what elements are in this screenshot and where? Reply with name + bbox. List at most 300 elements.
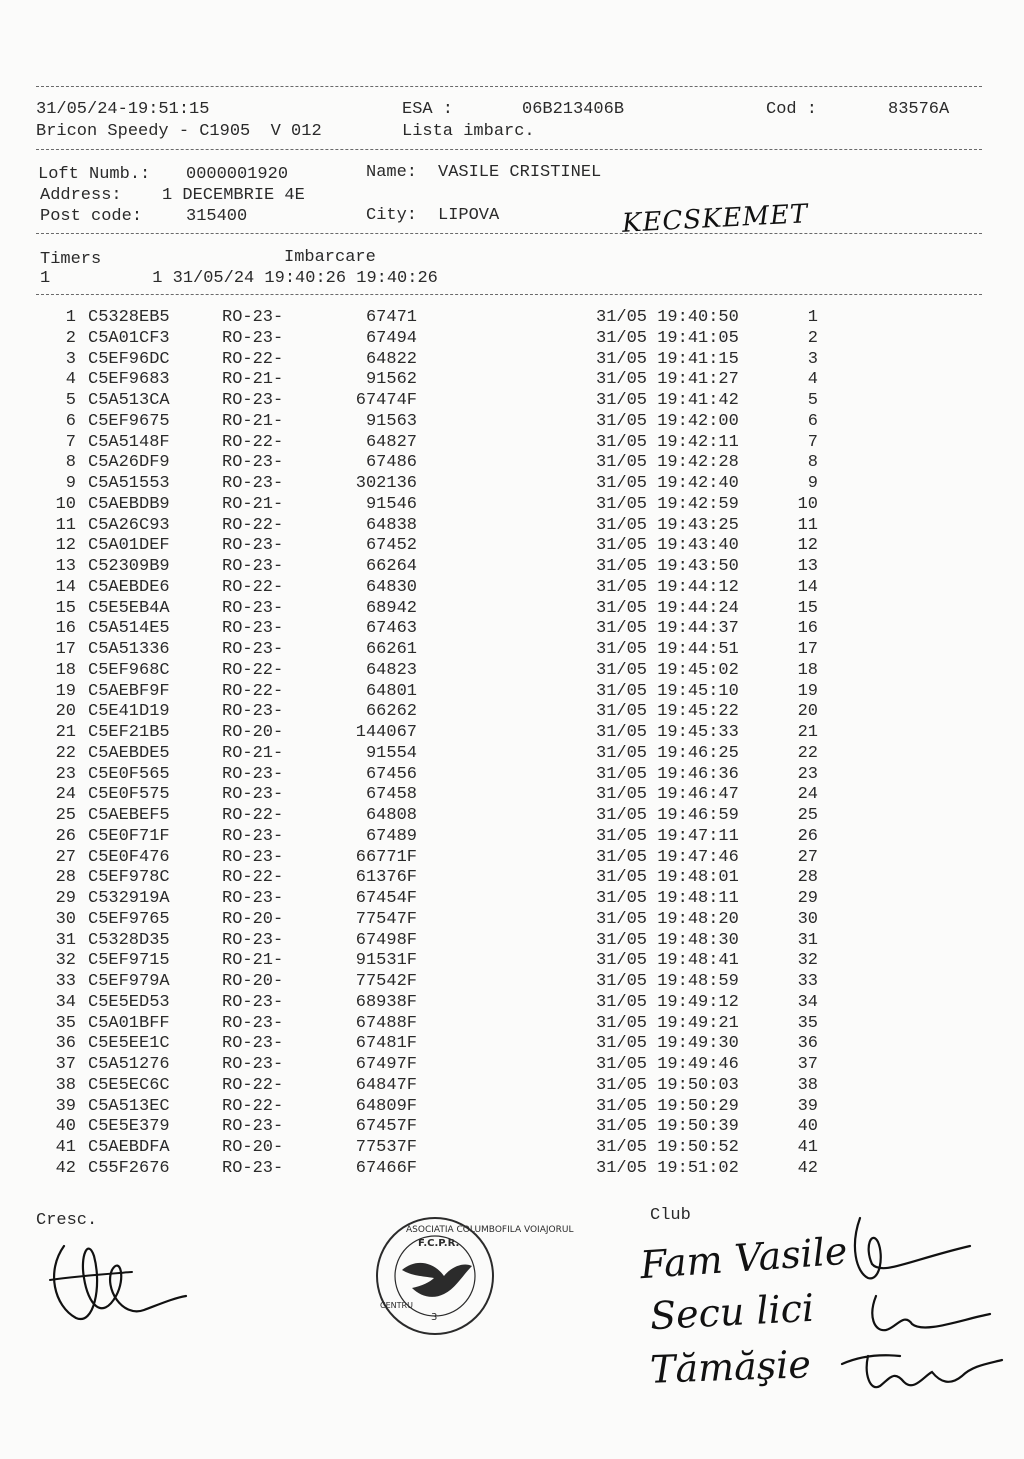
row-index: 26 [55,826,76,846]
row-index: 18 [55,660,76,680]
ring-prefix: RO-23- [222,536,284,556]
row-index: 27 [55,847,76,867]
chip-id: C5AEBDE6 [88,577,170,597]
ring-number: 91546 [365,494,417,514]
position: 13 [797,557,818,576]
chip-id: C5A513CA [88,391,170,410]
table-row [0,495,1024,515]
arrival-time: 31/05 19:49:21 [596,1013,739,1033]
stamp-number: 3 [431,1312,438,1323]
ring-prefix: RO-20- [222,972,284,991]
arrival-time: 31/05 19:47:46 [596,847,739,867]
table-row [0,308,1024,328]
ring-number: 91531F [355,951,417,971]
chip-id: C5EF978C [88,868,170,888]
stamp-text-top: ASOCIATIA COLUMBOFILA VOIAJORUL [406,1225,574,1235]
table-row [0,951,1024,971]
timer-row: 1 1 31/05/24 19:40:26 19:40:26 [40,269,438,288]
position: 11 [797,515,818,535]
arrival-time: 31/05 19:42:00 [596,411,739,431]
table-row [0,1055,1024,1075]
ring-number: 77547F [355,909,417,929]
ring-number: 91562 [365,370,417,390]
club-signature-line-1: Fam Vasile [638,1228,849,1288]
arrival-time: 31/05 19:44:51 [596,640,739,659]
table-row [0,661,1024,681]
table-row [0,972,1024,992]
table-row [0,599,1024,619]
arrival-time: 31/05 19:46:59 [596,806,739,825]
divider-top [36,86,982,87]
ring-number: 144067 [355,723,417,742]
arrival-time: 31/05 19:49:30 [596,1034,739,1054]
table-row [0,474,1024,494]
arrival-time: 31/05 19:50:29 [596,1096,739,1116]
ring-prefix: RO-23- [222,930,284,950]
row-index: 30 [55,909,76,929]
ring-number: 77537F [355,1138,417,1157]
chip-id: C5E0F476 [88,847,170,867]
ring-number: 64801 [365,681,417,701]
arrival-time: 31/05 19:45:22 [596,702,739,722]
row-index: 13 [55,557,76,576]
arrival-time: 31/05 19:50:52 [596,1138,739,1157]
row-index: 37 [55,1055,76,1074]
table-row [0,578,1024,598]
ring-prefix: RO-23- [222,453,284,473]
chip-id: C5EF9765 [88,909,170,929]
timers-label: Timers [40,250,102,269]
chip-id: C5A01CF3 [88,328,170,348]
arrival-time: 31/05 19:46:47 [596,785,739,805]
row-index: 20 [55,702,76,722]
ring-number: 67457F [355,1117,417,1137]
position: 34 [797,992,818,1012]
divider-timers [36,294,982,295]
chip-id: C5A51553 [88,474,170,493]
position: 1 [807,308,818,327]
chip-id: C5AEBF9F [88,681,170,701]
position: 40 [797,1117,818,1137]
ring-prefix: RO-23- [222,1034,284,1054]
row-index: 24 [55,785,76,805]
ring-prefix: RO-23- [222,598,284,618]
table-row [0,827,1024,847]
imbarcare-label: Imbarcare [284,248,376,267]
chip-id: C5A514E5 [88,619,170,639]
ring-prefix: RO-21- [222,411,284,431]
row-index: 16 [55,619,76,639]
position: 19 [797,681,818,701]
arrival-time: 31/05 19:45:02 [596,660,739,680]
arrival-time: 31/05 19:48:11 [596,889,739,908]
ring-prefix: RO-22- [222,868,284,888]
arrival-time: 31/05 19:46:36 [596,764,739,784]
club-signature-line-3: Tămăşie [649,1342,812,1392]
chip-id: C5AEBDB9 [88,494,170,514]
chip-id: C5EF9683 [88,370,170,390]
arrival-time: 31/05 19:40:50 [596,308,739,327]
divider-header [36,149,982,150]
row-index: 25 [55,806,76,825]
arrival-time: 31/05 19:47:11 [596,826,739,846]
postcode-label: Post code: [40,207,143,226]
position: 17 [797,640,818,659]
cod-label: Cod : [766,100,818,119]
handwritten-destination: KECSKEMET [621,199,810,239]
row-index: 35 [55,1013,76,1033]
ring-number: 67481F [355,1034,417,1054]
position: 21 [797,723,818,742]
table-row [0,329,1024,349]
arrival-time: 31/05 19:41:15 [596,349,739,369]
chip-id: C5AEBDFA [88,1138,170,1157]
ring-prefix: RO-20- [222,723,284,742]
arrival-time: 31/05 19:48:01 [596,868,739,888]
cresc-label: Cresc. [36,1211,98,1230]
position: 28 [797,868,818,888]
position: 33 [797,972,818,991]
table-row [0,931,1024,951]
chip-id: C5E0F565 [88,764,170,784]
loft-number: 0000001920 [186,165,289,184]
name-label: Name: [366,163,418,182]
row-index: 21 [55,723,76,742]
chip-id: C5A01BFF [88,1013,170,1033]
ring-prefix: RO-23- [222,1117,284,1137]
position: 10 [797,494,818,514]
chip-id: C5A26DF9 [88,453,170,473]
ring-prefix: RO-22- [222,349,284,369]
position: 7 [807,432,818,452]
ring-number: 61376F [355,868,417,888]
table-row [0,785,1024,805]
chip-id: C532919A [88,889,170,908]
position: 3 [807,349,818,369]
chip-id: C5AEBEF5 [88,806,170,825]
chip-id: C52309B9 [88,557,170,576]
row-index: 4 [65,370,76,390]
row-index: 32 [55,951,76,971]
row-index: 10 [55,494,76,514]
table-row [0,1097,1024,1117]
ring-number: 67497F [355,1055,417,1074]
position: 22 [797,743,818,763]
ring-number: 67488F [355,1013,417,1033]
position: 9 [807,474,818,493]
position: 39 [797,1096,818,1116]
chip-id: C5EF9675 [88,411,170,431]
position: 5 [807,391,818,410]
chip-id: C5A51336 [88,640,170,659]
postcode-value: 315400 [186,207,248,226]
stamp-text-mid: F.C.P.R. [418,1238,460,1249]
ring-number: 64823 [365,660,417,680]
position: 25 [797,806,818,825]
loft-label: Loft Numb.: [38,165,151,184]
ring-prefix: RO-23- [222,702,284,722]
arrival-time: 31/05 19:44:37 [596,619,739,639]
table-row [0,848,1024,868]
position: 14 [797,577,818,597]
cod-value: 83576A [888,100,950,119]
ring-number: 64809F [355,1096,417,1116]
position: 36 [797,1034,818,1054]
ring-prefix: RO-22- [222,660,284,680]
chip-id: C5EF979A [88,972,170,991]
row-index: 1 [65,308,76,327]
ring-prefix: RO-21- [222,743,284,763]
position: 41 [797,1138,818,1157]
table-row [0,1117,1024,1137]
table-row [0,702,1024,722]
arrival-time: 31/05 19:43:40 [596,536,739,556]
chip-id: C5A51276 [88,1055,170,1074]
row-index: 5 [65,391,76,410]
chip-id: C5E41D19 [88,702,170,722]
ring-prefix: RO-23- [222,640,284,659]
table-row [0,536,1024,556]
arrival-time: 31/05 19:41:42 [596,391,739,410]
arrival-time: 31/05 19:46:25 [596,743,739,763]
arrival-time: 31/05 19:42:40 [596,474,739,493]
ring-prefix: RO-23- [222,992,284,1012]
arrival-time: 31/05 19:49:46 [596,1055,739,1074]
ring-number: 66261 [365,640,417,659]
ring-number: 67466F [355,1158,417,1178]
arrival-time: 31/05 19:48:41 [596,951,739,971]
table-row [0,453,1024,473]
chip-id: C5328EB5 [88,308,170,327]
row-index: 38 [55,1075,76,1095]
ring-prefix: RO-21- [222,951,284,971]
breeder-signature [36,1226,196,1336]
club-signature-line-2: Secu lici [648,1285,816,1339]
arrival-time: 31/05 19:50:39 [596,1117,739,1137]
position: 26 [797,826,818,846]
ring-prefix: RO-22- [222,681,284,701]
ring-number: 67498F [355,930,417,950]
table-row [0,723,1024,743]
table-row [0,370,1024,390]
chip-id: C5EF96DC [88,349,170,369]
ring-prefix: RO-23- [222,308,284,327]
ring-prefix: RO-23- [222,557,284,576]
ring-number: 67463 [365,619,417,639]
position: 12 [797,536,818,556]
ring-prefix: RO-22- [222,515,284,535]
fancier-name: VASILE CRISTINEL [438,163,602,182]
ring-prefix: RO-21- [222,370,284,390]
table-row [0,1034,1024,1054]
ring-number: 77542F [355,972,417,991]
position: 42 [797,1158,818,1178]
arrival-time: 31/05 19:50:03 [596,1075,739,1095]
chip-id: C5A513EC [88,1096,170,1116]
ring-prefix: RO-20- [222,909,284,929]
chip-id: C5E0F575 [88,785,170,805]
table-row [0,1076,1024,1096]
row-index: 11 [55,515,76,535]
city-label: City: [366,206,418,225]
chip-id: C5A01DEF [88,536,170,556]
position: 31 [797,930,818,950]
address-value: 1 DECEMBRIE 4E [162,186,305,205]
arrival-time: 31/05 19:44:12 [596,577,739,597]
ring-prefix: RO-23- [222,619,284,639]
ring-prefix: RO-23- [222,1055,284,1074]
arrival-time: 31/05 19:45:10 [596,681,739,701]
row-index: 14 [55,577,76,597]
table-row [0,868,1024,888]
esa-value: 06B213406B [522,100,625,119]
ring-prefix: RO-23- [222,391,284,410]
ring-prefix: RO-20- [222,1138,284,1157]
ring-number: 64822 [365,349,417,369]
ring-number: 67486 [365,453,417,473]
ring-prefix: RO-23- [222,1158,284,1178]
position: 2 [807,328,818,348]
table-row [0,993,1024,1013]
ring-number: 67474F [355,391,417,410]
table-row [0,557,1024,577]
ring-number: 68938F [355,992,417,1012]
ring-prefix: RO-23- [222,826,284,846]
ring-prefix: RO-23- [222,889,284,908]
ring-prefix: RO-22- [222,432,284,452]
row-index: 8 [65,453,76,473]
arrival-time: 31/05 19:45:33 [596,723,739,742]
chip-id: C5EF968C [88,660,170,680]
table-row [0,640,1024,660]
table-row [0,1014,1024,1034]
stamp-text-left: CENTRU [380,1301,413,1310]
ring-number: 67471 [365,308,417,327]
row-index: 31 [55,930,76,950]
position: 37 [797,1055,818,1074]
arrival-time: 31/05 19:42:28 [596,453,739,473]
position: 32 [797,951,818,971]
row-index: 15 [55,598,76,618]
row-index: 33 [55,972,76,991]
ring-prefix: RO-22- [222,1075,284,1095]
arrival-time: 31/05 19:44:24 [596,598,739,618]
club-member-signatures [820,1206,1010,1406]
table-row [0,889,1024,909]
row-index: 9 [65,474,76,493]
city-value: LIPOVA [438,206,500,225]
arrival-time: 31/05 19:42:59 [596,494,739,514]
club-label: Club [650,1206,691,1225]
position: 29 [797,889,818,908]
address-label: Address: [40,186,122,205]
ring-number: 302136 [355,474,417,493]
table-row [0,350,1024,370]
arrival-time: 31/05 19:42:11 [596,432,739,452]
ring-number: 64830 [365,577,417,597]
chip-id: C5E5E379 [88,1117,170,1137]
ring-prefix: RO-23- [222,474,284,493]
row-index: 6 [65,411,76,431]
chip-id: C5AEBDE5 [88,743,170,763]
row-index: 19 [55,681,76,701]
position: 18 [797,660,818,680]
table-row [0,619,1024,639]
list-title: Lista imbarc. [402,122,535,141]
ring-number: 66262 [365,702,417,722]
table-row [0,682,1024,702]
position: 8 [807,453,818,473]
table-row [0,765,1024,785]
position: 15 [797,598,818,618]
chip-id: C5EF9715 [88,951,170,971]
chip-id: C5EF21B5 [88,723,170,742]
table-row [0,391,1024,411]
table-row [0,516,1024,536]
row-index: 36 [55,1034,76,1054]
arrival-time: 31/05 19:48:30 [596,930,739,950]
position: 30 [797,909,818,929]
row-index: 12 [55,536,76,556]
row-index: 42 [55,1158,76,1178]
ring-number: 67452 [365,536,417,556]
position: 6 [807,411,818,431]
ring-number: 64847F [355,1075,417,1095]
ring-prefix: RO-23- [222,1013,284,1033]
ring-number: 67454F [355,889,417,908]
esa-label: ESA : [402,100,454,119]
ring-number: 67458 [365,785,417,805]
ring-prefix: RO-23- [222,847,284,867]
divider-loft [36,233,982,234]
device-name: Bricon Speedy - C1905 V 012 [36,122,322,141]
arrival-time: 31/05 19:41:27 [596,370,739,390]
table-row [0,806,1024,826]
chip-id: C5A5148F [88,432,170,452]
ring-number: 64838 [365,515,417,535]
row-index: 28 [55,868,76,888]
row-index: 23 [55,764,76,784]
position: 16 [797,619,818,639]
row-index: 40 [55,1117,76,1137]
club-stamp [360,1196,574,1356]
ring-number: 64808 [365,806,417,825]
chip-id: C5E5EB4A [88,598,170,618]
ring-number: 68942 [365,598,417,618]
ring-prefix: RO-23- [222,764,284,784]
ring-number: 91554 [365,743,417,763]
chip-id: C5E5EC6C [88,1075,170,1095]
ring-number: 64827 [365,432,417,452]
row-index: 22 [55,743,76,763]
arrival-time: 31/05 19:49:12 [596,992,739,1012]
row-index: 29 [55,889,76,908]
row-index: 7 [65,432,76,452]
arrival-time: 31/05 19:48:20 [596,909,739,929]
arrival-time: 31/05 19:41:05 [596,328,739,348]
ring-number: 91563 [365,411,417,431]
position: 38 [797,1075,818,1095]
position: 35 [797,1013,818,1033]
table-row [0,1159,1024,1179]
table-row [0,744,1024,764]
chip-id: C5E0F71F [88,826,170,846]
arrival-time: 31/05 19:51:02 [596,1158,739,1178]
ring-number: 66771F [355,847,417,867]
chip-id: C5A26C93 [88,515,170,535]
arrival-time: 31/05 19:43:50 [596,557,739,576]
row-index: 39 [55,1096,76,1116]
